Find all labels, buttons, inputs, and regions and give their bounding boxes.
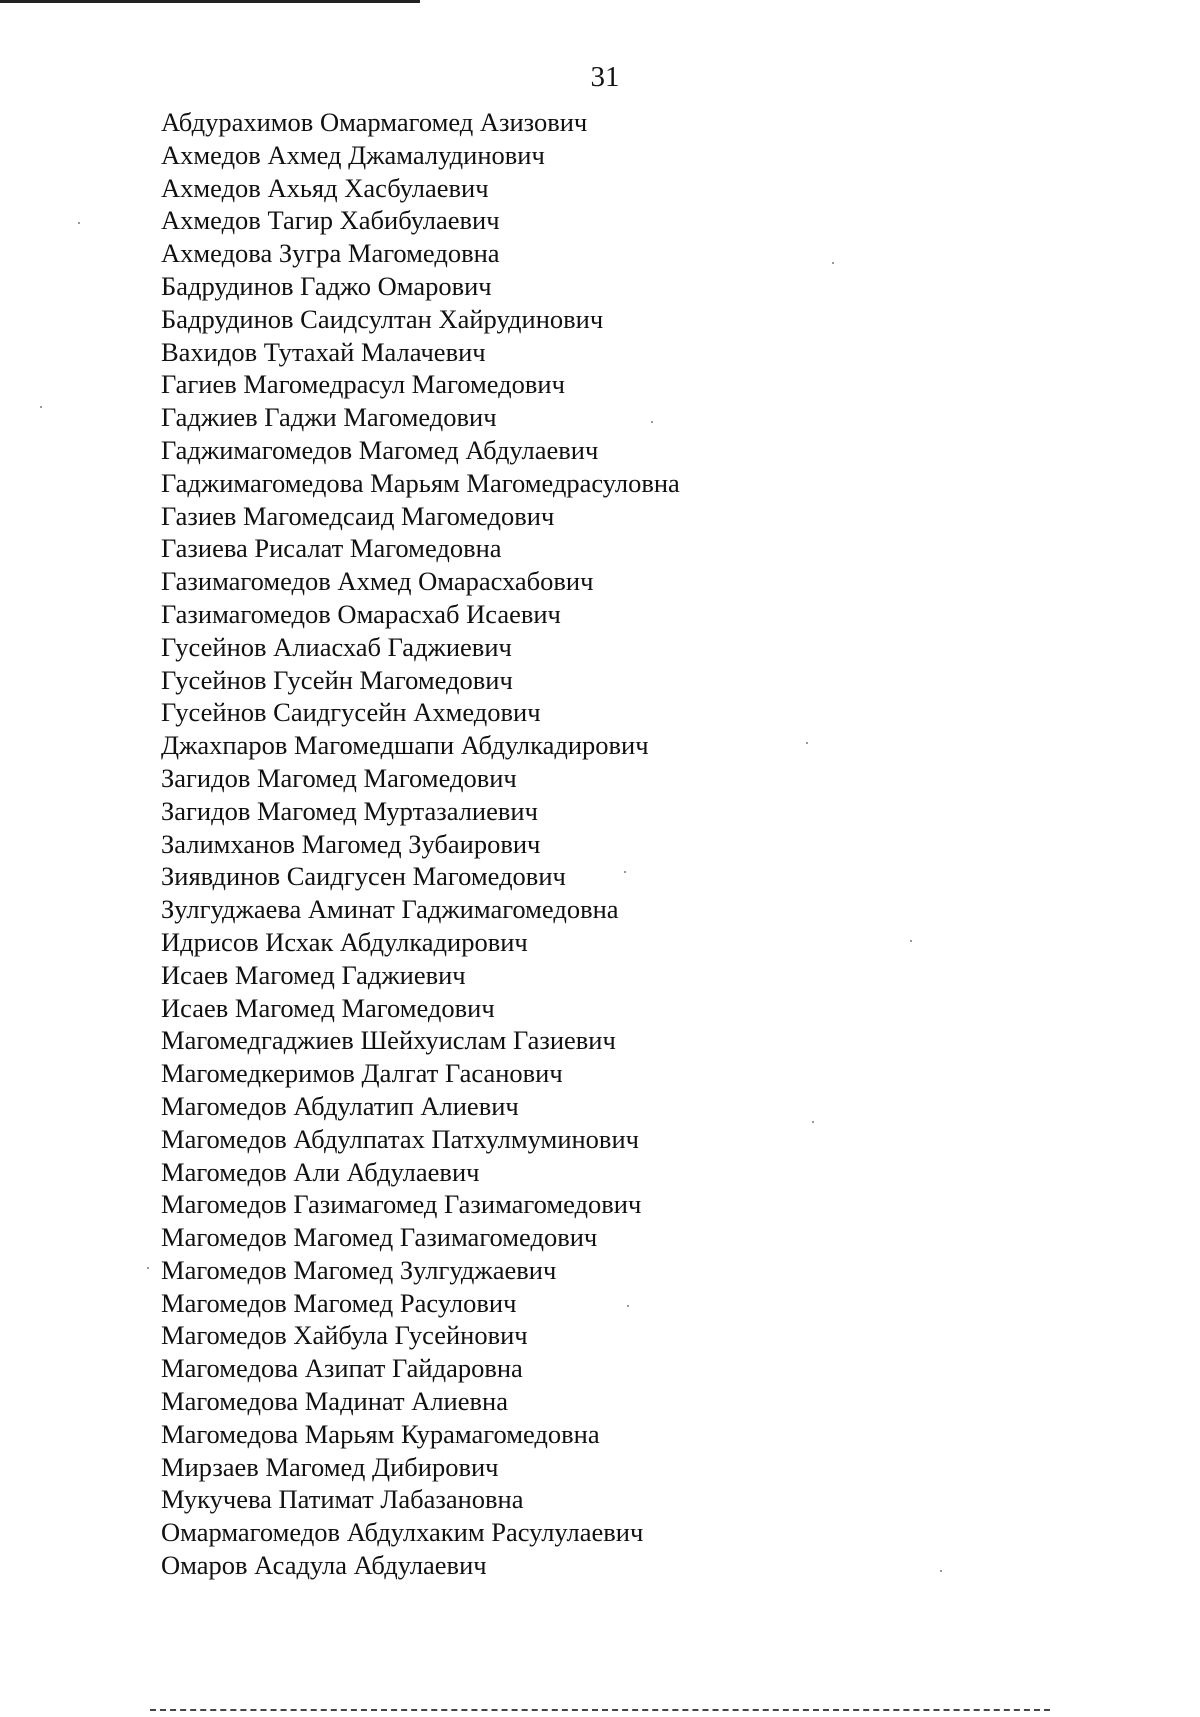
- list-item: Магомедов Магомед Зулгуджаевич: [161, 1254, 557, 1285]
- list-item: Магомедова Марьям Курамагомедовна: [161, 1418, 600, 1449]
- list-item: Загидов Магомед Муртазалиевич: [161, 795, 538, 826]
- list-item: Магомедов Газимагомед Газимагомедович: [161, 1189, 642, 1220]
- scan-speck: [832, 262, 834, 264]
- list-item: Омармагомедов Абдулхаким Расулулаевич: [161, 1517, 644, 1548]
- scan-speck: [40, 406, 42, 408]
- list-item: Гагиев Магомедрасул Магомедович: [161, 369, 565, 400]
- list-item: Магомедов Хайбула Гусейнович: [161, 1320, 528, 1351]
- list-item: Ахмедова Зугра Магомедовна: [161, 238, 500, 269]
- list-item: Магомедгаджиев Шейхуислам Газиевич: [161, 1025, 616, 1056]
- list-item: Магомедова Мадинат Алиевна: [161, 1386, 508, 1417]
- scan-speck: [812, 1121, 814, 1123]
- list-item: Гусейнов Алиасхаб Гаджиевич: [161, 631, 512, 662]
- list-item: Гаджимагомедов Магомед Абдулаевич: [161, 434, 599, 465]
- list-item: Омаров Асадула Абдулаевич: [161, 1550, 487, 1581]
- scan-speck: [78, 222, 80, 224]
- top-edge-rule: [0, 0, 420, 3]
- list-item: Бадрудинов Саидсултан Хайрудинович: [161, 303, 604, 334]
- list-item: Магомедов Али Абдулаевич: [161, 1156, 480, 1187]
- list-item: Магомедов Магомед Газимагомедович: [161, 1222, 598, 1253]
- list-item: Магомедкеримов Далгат Гасанович: [161, 1058, 563, 1089]
- page-number: 31: [590, 61, 620, 93]
- list-item: Гусейнов Гусейн Магомедович: [161, 664, 513, 695]
- list-item: Гаджимагомедова Марьям Магомедрасуловна: [161, 467, 680, 498]
- list-item: Гаджиев Гаджи Магомедович: [161, 402, 497, 433]
- scan-speck: [627, 1305, 629, 1307]
- scan-speck: [651, 421, 653, 423]
- scan-speck: [147, 1267, 149, 1269]
- list-item: Вахидов Тутахай Малачевич: [161, 336, 486, 367]
- list-item: Зулгуджаева Аминат Гаджимагомедовна: [161, 894, 619, 925]
- scan-speck: [940, 1570, 942, 1572]
- list-item: Газиева Рисалат Магомедовна: [161, 533, 502, 564]
- list-item: Гусейнов Саидгусейн Ахмедович: [161, 697, 541, 728]
- list-item: Магомедов Абдулпатах Патхулмуминович: [161, 1123, 639, 1154]
- list-item: Идрисов Исхак Абдулкадирович: [161, 926, 528, 957]
- list-item: Магомедова Азипат Гайдаровна: [161, 1353, 523, 1384]
- list-item: Мукучева Патимат Лабазановна: [161, 1484, 524, 1515]
- list-item: Зиявдинов Саидгусен Магомедович: [161, 861, 566, 892]
- scan-speck: [910, 940, 912, 942]
- scan-speck: [624, 871, 626, 873]
- list-item: Ахмедов Тагир Хабибулаевич: [161, 205, 500, 236]
- list-item: Мирзаев Магомед Дибирович: [161, 1451, 499, 1482]
- list-item: Ахмедов Ахмед Джамалудинович: [161, 139, 545, 170]
- bottom-edge-rule: [150, 1709, 1050, 1713]
- list-item: Магомедов Абдулатип Алиевич: [161, 1090, 519, 1121]
- list-item: Джахпаров Магомедшапи Абдулкадирович: [161, 730, 649, 761]
- name-list: [161, 106, 680, 1582]
- list-item: Абдурахимов Омармагомед Азизович: [161, 107, 588, 137]
- list-item: Газимагомедов Омарасхаб Исаевич: [161, 598, 561, 629]
- list-item: Газимагомедов Ахмед Омарасхабович: [161, 566, 594, 597]
- list-item: Исаев Магомед Магомедович: [161, 992, 495, 1023]
- list-item: Магомедов Магомед Расулович: [161, 1287, 517, 1318]
- list-item: Залимханов Магомед Зубаирович: [161, 828, 541, 859]
- list-item: Бадрудинов Гаджо Омарович: [161, 270, 492, 301]
- scan-speck: [806, 742, 808, 744]
- list-item: Исаев Магомед Гаджиевич: [161, 959, 466, 990]
- list-item: Ахмедов Ахьяд Хасбулаевич: [161, 172, 489, 203]
- list-item: Загидов Магомед Магомедович: [161, 762, 517, 793]
- list-item: Газиев Магомедсаид Магомедович: [161, 500, 555, 531]
